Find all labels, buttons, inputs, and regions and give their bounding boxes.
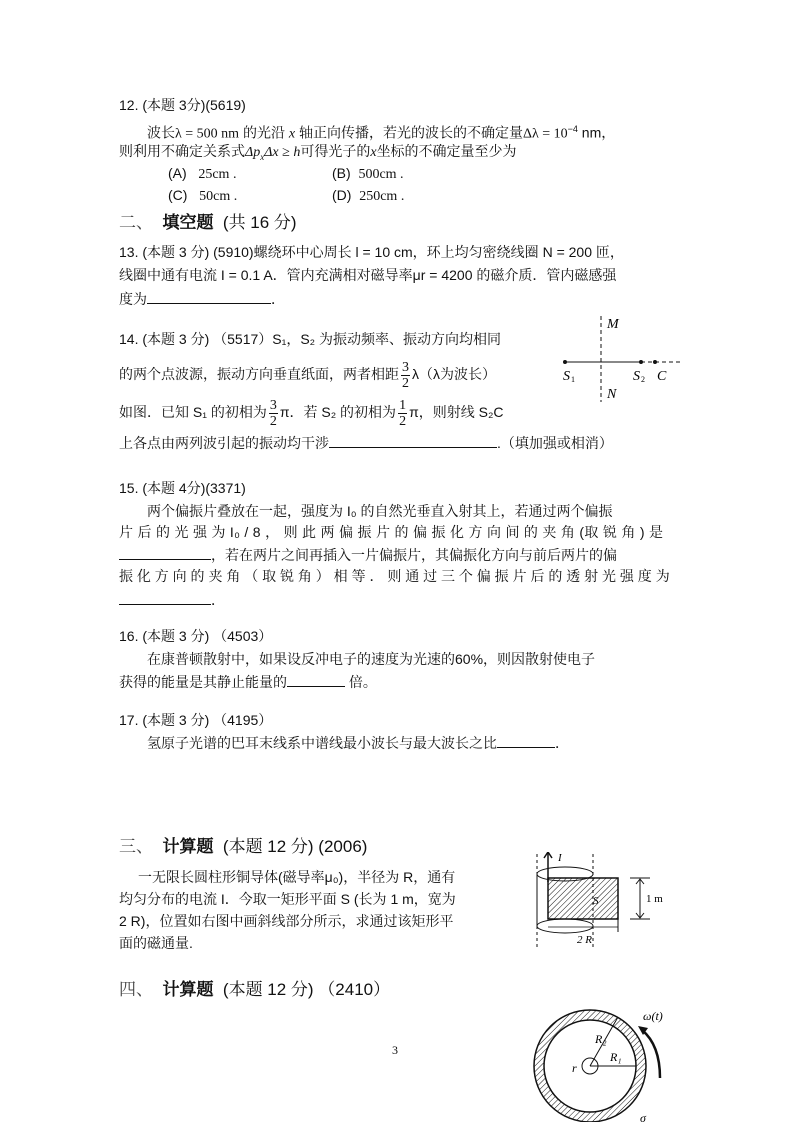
q12-header: 12. (本题 3分)(5619) xyxy=(119,97,246,113)
cylinder-conductor-figure xyxy=(530,852,710,952)
q14-line1: 14. (本题 3 分) （5517）S₁，S₂ 为振动频率、振动方向均相同 xyxy=(119,331,501,347)
section-4-heading: 四、 计算题 (本题 12 分) （2410） xyxy=(119,980,391,999)
q14-line3: 如图．已知 S₁ 的初相为 $\frac{3}{2}$ π．若 S₂ 的初相为 $\frac{1}{2}$ π，则射线 S₂C xyxy=(119,398,504,429)
q12-option-b: (B) 500cm . xyxy=(332,165,404,182)
label-sigma: σ xyxy=(640,1111,646,1122)
q15-line4: 振 化 方 向 的 夹 角 （ 取 锐 角 ） 相 等 ． 则 通 过 三 个 偏 振 片 后 的 透 射 光 强 度 为 xyxy=(119,568,670,584)
q12-option-a: (A) 25cm . xyxy=(168,165,237,182)
label-s: S xyxy=(593,895,599,907)
q16-header: 16. (本题 3 分) （4503） xyxy=(119,628,273,644)
q16-answer-blank[interactable] xyxy=(287,672,345,687)
section-3-line1: 一无限长圆柱形铜导体(磁导率μ₀)，半径为 R，通有 xyxy=(138,869,456,885)
svg-text:1: 1 xyxy=(571,375,575,384)
q17-answer-blank[interactable] xyxy=(497,733,555,748)
q14-line4: 上各点由两列波引起的振动均干涉 .（填加强或相消） xyxy=(119,435,613,451)
q16-line1: 在康普顿散射中，如果设反冲电子的速度为光速的60%，则因散射使电子 xyxy=(147,651,596,667)
label-r1: R₁ xyxy=(610,1050,622,1064)
q17-header: 17. (本题 3 分) （4195） xyxy=(119,712,273,728)
label-s2: S xyxy=(633,369,640,384)
q13-line2: 线圈中通有电流 I = 0.1 A．管内充满相对磁导率μr = 4200 的磁介质．管内磁感强 xyxy=(119,267,617,283)
section-3-heading: 三、 计算题 (本题 12 分) (2006) xyxy=(119,837,368,856)
q15-line5: ． xyxy=(119,590,225,609)
label-r: r xyxy=(572,1061,577,1075)
q15-line1: 两个偏振片叠放在一起，强度为 I₀ 的自然光垂直入射其上，若通过两个偏振 xyxy=(147,503,613,519)
label-current: I xyxy=(558,852,562,864)
q15-line2: 片 后 的 光 强 为 I₀ / 8 ， 则 此 两 偏 振 片 的 偏 振 化 方 向 间 的 夹 角 (取 锐 角 ) 是 xyxy=(119,524,664,540)
section-3-line2: 均匀分布的电流 I．今取一矩形平面 S (长为 1 m，宽为 xyxy=(119,891,456,907)
q14-line2: 的两个点波源，振动方向垂直纸面，两者相距 $\frac{3}{2}$ λ（λ为波长） xyxy=(119,360,496,391)
q13-line3: 度为 ． xyxy=(119,291,285,307)
label-m: M xyxy=(607,317,619,332)
section-3-line3: 2 R)，位置如右图中画斜线部分所示，求通过该矩形平 xyxy=(119,913,454,929)
q16-line2: 获得的能量是其静止能量的 倍。 xyxy=(119,674,377,690)
q12-option-d: (D) 250cm . xyxy=(332,187,405,204)
label-r2: R₂ xyxy=(595,1032,607,1046)
label-n: N xyxy=(607,387,617,402)
svg-text:2: 2 xyxy=(641,375,645,384)
q12-line2: 则利用不确定关系式$\Delta p_x\Delta x \ge h$可得光子的x坐标的不确定量至少为 xyxy=(119,143,517,162)
q12-line1: 波长λ = 500 nm 的光沿 x 轴正向传播，若光的波长的不确定量$\Delta\lambda = 10^{-4}$ nm， xyxy=(147,124,616,142)
section-3-line4: 面的磁通量. xyxy=(119,935,193,951)
q15-answer-blank-2[interactable] xyxy=(119,590,211,605)
q15-header: 15. (本题 4分)(3371) xyxy=(119,480,246,496)
q15-answer-blank-1[interactable] xyxy=(119,545,211,560)
label-c: C xyxy=(657,369,667,384)
q14-answer-blank[interactable] xyxy=(329,433,497,448)
q13-answer-blank[interactable] xyxy=(147,289,271,304)
label-omega: ω(t) xyxy=(643,1009,663,1023)
section-2-heading: 二、 填空题 (共 16 分) xyxy=(119,213,297,232)
page-number: 3 xyxy=(392,1043,398,1057)
q13-line1: 13. (本题 3 分) (5910)螺绕环中心周长 l = 10 cm，环上均匀密绕线圈 N = 200 匝， xyxy=(119,244,624,260)
label-s1: S xyxy=(563,369,570,384)
q14-wave-source-figure xyxy=(555,312,685,407)
q12-option-c: (C) 50cm . xyxy=(168,187,238,204)
label-width: 2 R xyxy=(577,934,592,946)
q15-line3: ，若在两片之间再插入一片偏振片，其偏振化方向与前后两片的偏 xyxy=(119,545,617,564)
label-length: 1 m xyxy=(646,893,663,905)
rotating-disk-figure xyxy=(510,1000,680,1122)
q17-line1: 氢原子光谱的巴耳末线系中谱线最小波长与最大波长之比 ． xyxy=(147,735,569,751)
